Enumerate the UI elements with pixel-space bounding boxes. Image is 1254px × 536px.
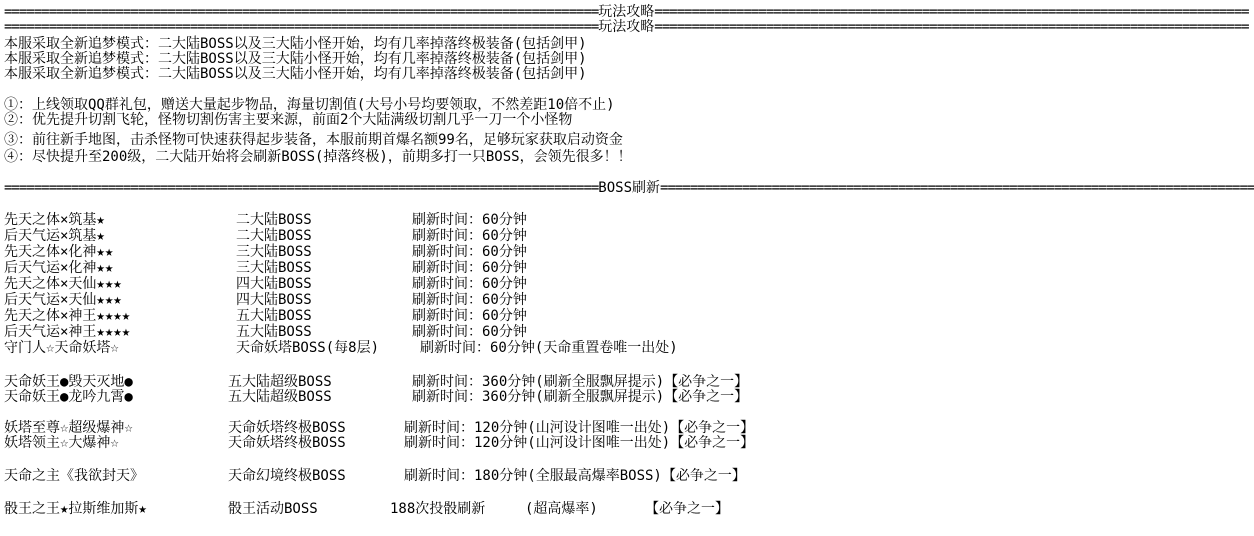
rule-left: ================================================================================ <box>4 4 599 20</box>
rule-left: ================================================================================ <box>4 19 599 35</box>
header-rule <box>4 4 1249 20</box>
boss-name: 天命妖王●毁天灭地● <box>4 374 133 390</box>
boss-type: 天命妖塔终极BOSS <box>228 420 346 436</box>
boss-name: 后天气运×化神★★ <box>4 260 114 276</box>
rule-right: ================================================================================ <box>654 4 1249 20</box>
boss-name: 后天气运×神王★★★★ <box>4 324 131 340</box>
boss-time: 刷新时间：120分钟(山河设计图唯一出处)【必争之一】 <box>404 435 755 451</box>
section-title: 玩法攻略 <box>598 4 655 20</box>
boss-type: 五大陆超级BOSS <box>228 389 332 405</box>
boss-time: 刷新时间：60分钟 <box>412 228 527 244</box>
boss-type: 三大陆BOSS <box>236 244 312 260</box>
boss-type: 四大陆BOSS <box>236 276 312 292</box>
boss-type: 三大陆BOSS <box>236 260 312 276</box>
boss-name: 先天之体×筑基★ <box>4 212 105 228</box>
boss-name: 守门人☆天命妖塔☆ <box>4 340 119 356</box>
boss-time: 刷新时间：180分钟(全服最高爆率BOSS)【必争之一】 <box>404 468 746 484</box>
boss-name: 后天气运×筑基★ <box>4 228 105 244</box>
boss-type: 天命幻境终极BOSS <box>228 468 346 484</box>
rule-right: ================================================================================ <box>660 180 1254 196</box>
boss-time: 刷新时间：360分钟(刷新全服飘屏提示)【必争之一】 <box>412 374 749 390</box>
boss-time: 刷新时间：360分钟(刷新全服飘屏提示)【必争之一】 <box>412 389 749 405</box>
header-rule <box>4 19 1249 35</box>
rule-right: ================================================================================ <box>654 19 1249 35</box>
boss-time: 刷新时间：60分钟 <box>412 308 527 324</box>
boss-type: 四大陆BOSS <box>236 292 312 308</box>
section-title: BOSS刷新 <box>598 180 661 196</box>
section-title: 玩法攻略 <box>598 19 655 35</box>
boss-time: 刷新时间：60分钟 <box>412 276 527 292</box>
boss-rate: (超高爆率) <box>525 501 598 517</box>
boss-refresh: 188次投骰刷新 <box>390 501 486 517</box>
tip-line: ③：前往新手地图，击杀怪物可快速获得起步装备，本服前期首爆名额99名，足够玩家获取启动资金 <box>4 132 623 148</box>
boss-name: 天命之主《我欲封天》 <box>4 468 144 484</box>
boss-time: 刷新时间：60分钟 <box>412 324 527 340</box>
boss-rule <box>4 180 1254 196</box>
boss-type: 二大陆BOSS <box>236 228 312 244</box>
intro-line: 本服采取全新追梦模式：二大陆BOSS以及三大陆小怪开始，均有几率掉落终极装备(包括剑甲) <box>4 51 587 67</box>
boss-name: 天命妖王●龙吟九霄● <box>4 389 133 405</box>
boss-type: 五大陆超级BOSS <box>228 374 332 390</box>
boss-time: 刷新时间：60分钟(天命重置卷唯一出处) <box>420 340 678 356</box>
boss-time: 刷新时间：60分钟 <box>412 212 527 228</box>
boss-tag: 【必争之一】 <box>645 501 729 517</box>
boss-name: 先天之体×化神★★ <box>4 244 114 260</box>
boss-time: 刷新时间：60分钟 <box>412 260 527 276</box>
boss-time: 刷新时间：120分钟(山河设计图唯一出处)【必争之一】 <box>404 420 755 436</box>
rule-left: ================================================================================ <box>4 180 599 196</box>
boss-type: 五大陆BOSS <box>236 324 312 340</box>
boss-type: 天命妖塔BOSS(每8层) <box>236 340 380 356</box>
tip-line: ②：优先提升切割飞轮，怪物切割伤害主要来源，前面2个大陆满级切割几乎一刀一个小怪物 <box>4 112 573 128</box>
boss-type: 二大陆BOSS <box>236 212 312 228</box>
boss-type: 骰王活动BOSS <box>228 501 318 517</box>
boss-name: 妖塔至尊☆超级爆神☆ <box>4 420 133 436</box>
tip-line: ④：尽快提升至200级，二大陆开始将会刷新BOSS(掉落终极)，前期多打一只BOSS，会领先很多！！ <box>4 149 632 165</box>
boss-name: 先天之体×神王★★★★ <box>4 308 131 324</box>
boss-name: 妖塔领主☆大爆神☆ <box>4 435 119 451</box>
boss-time: 刷新时间：60分钟 <box>412 244 527 260</box>
boss-type: 天命妖塔终极BOSS <box>228 435 346 451</box>
boss-name: 先天之体×天仙★★★ <box>4 276 122 292</box>
intro-line: 本服采取全新追梦模式：二大陆BOSS以及三大陆小怪开始，均有几率掉落终极装备(包括剑甲) <box>4 66 587 82</box>
boss-time: 刷新时间：60分钟 <box>412 292 527 308</box>
boss-type: 五大陆BOSS <box>236 308 312 324</box>
intro-line: 本服采取全新追梦模式：二大陆BOSS以及三大陆小怪开始，均有几率掉落终极装备(包括剑甲) <box>4 36 587 52</box>
boss-name: 后天气运×天仙★★★ <box>4 292 122 308</box>
boss-name: 骰王之王★拉斯维加斯★ <box>4 501 147 517</box>
tip-line: ①：上线领取QQ群礼包，赠送大量起步物品，海量切割值(大号小号均要领取，不然差距10倍不止) <box>4 97 615 113</box>
